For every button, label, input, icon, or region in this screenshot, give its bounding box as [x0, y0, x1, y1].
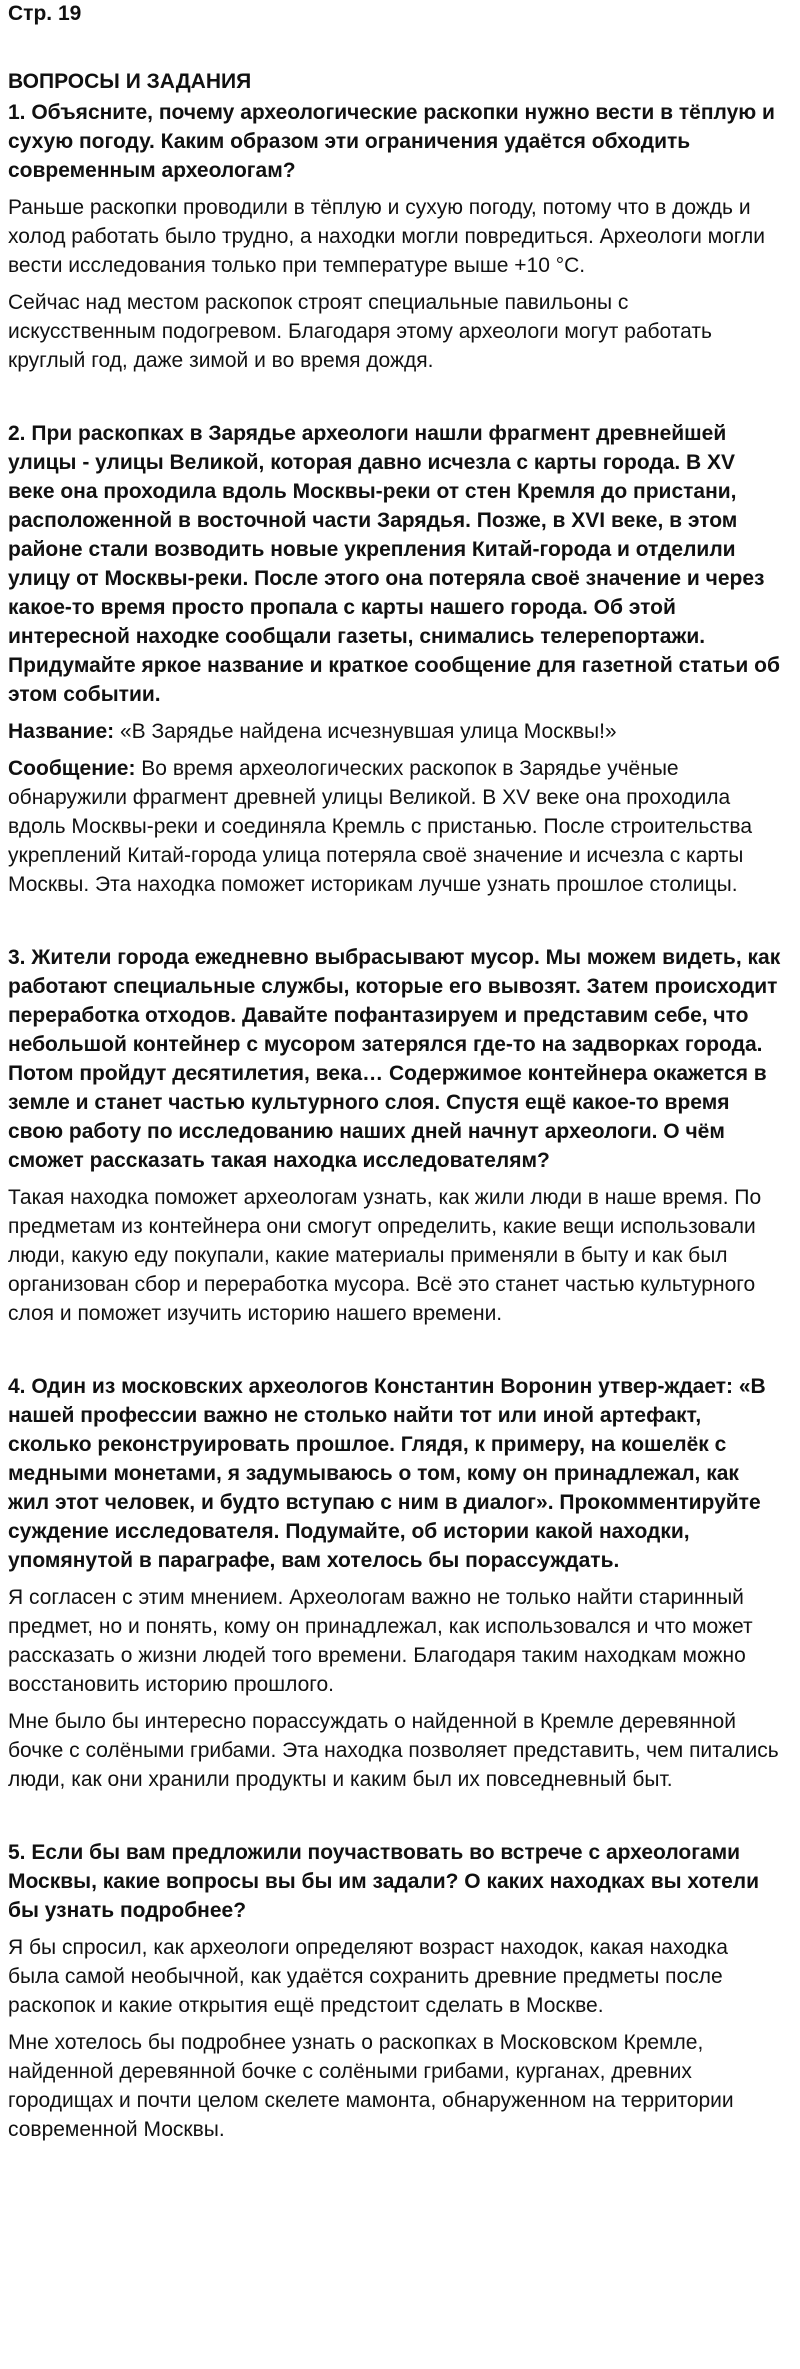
answer-paragraph: Сейчас над местом раскопок строят специальные павильоны с искусственным подогревом. Благодаря этому археологи могут работать круглый год, даже зимой и во время дождя. [8, 291, 712, 372]
answer-paragraph: Я согласен с этим мнением. Археологам важно не только найти старинный предмет, но и понять, кому он принадлежал, как использовался и что может рассказать о жизни людей того времени. Благодаря таким находкам можно восстановить историю прошлого. [8, 1586, 753, 1696]
task-3 [8, 943, 782, 1328]
answer-paragraph: Мне было бы интересно порассуждать о найденной в Кремле деревянной бочке с солёными грибами. Эта находка позволяет представить, чем питались люди, как они хранили продукты и каким был их повседневный быт. [8, 1710, 779, 1791]
section-title: ВОПРОСЫ И ЗАДАНИЯ [8, 70, 252, 93]
answer-paragraph: Я бы спросил, как археологи определяют возраст находок, какая находка была самой необычной, как удаётся сохранить древние предметы после раскопок и какие открытия ещё предстоит сделать в Москве. [8, 1936, 728, 2017]
answer-paragraph: Раньше раскопки проводили в тёплую и сухую погоду, потому что в дождь и холод работать было трудно, а находки могли повредиться. Археологи могли вести исследования только при температуре выше +10 °С. [8, 196, 765, 277]
page-number: Стр. 19 [8, 2, 82, 25]
question-4: 4. Один из московских археологов Константин Воронин утвер-ждает: «В нашей профессии важно не столько найти тот или иной артефакт, сколько реконструировать прошлое. Глядя, к примеру, на кошелёк с медными монетами, я задумываюсь о том, кому он принадлежал, как жил этот человек, и будто вступаю с ним в диалог». Прокомментируйте суждение исследователя. Подумайте, об истории какой находки, упомянутой в параграфе, вам хотелось бы порассуждать. [8, 1375, 766, 1572]
answer-message-paragraph [8, 754, 782, 899]
answer-label: Название: [8, 720, 115, 743]
task-5 [8, 1838, 782, 2144]
question-5: 5. Если бы вам предложили поучаствовать во встрече с археологами Москвы, какие вопросы вы бы им задали? О каких находках вы хотели бы узнать подробнее? [8, 1841, 760, 1922]
answer-label: Сообщение: [8, 757, 136, 780]
answer-text: Во время археологических раскопок в Зарядье учёные обнаружили фрагмент древней улицы Великой. В XV веке она проходила вдоль Москвы-реки и соединяла Кремль с пристанью. После строительства укреплений Китай-города улица потеряла своё значение и исчезла с карты Москвы. Эта находка поможет историкам лучше узнать прошлое столицы. [8, 757, 753, 896]
task-1 [8, 98, 782, 375]
answer-title-paragraph [8, 717, 782, 746]
task-4 [8, 1372, 782, 1794]
answer-paragraph: Мне хотелось бы подробнее узнать о раскопках в Московском Кремле, найденной деревянной бочке с солёными грибами, курганах, древних городищах и почти целом скелете мамонта, обнаруженном на территории современной Москвы. [8, 2031, 734, 2141]
question-3: 3. Жители города ежедневно выбрасывают мусор. Мы можем видеть, как работают специальные службы, которые его вывозят. Затем происходит переработка отходов. Давайте пофантазируем и представим себе, что небольшой контейнер с мусором затерялся где-то на задворках города. Потом пройдут десятилетия, века… Содержимое контейнера окажется в земле и станет частью культурного слоя. Спустя ещё какое-то время свою работу по исследованию наших дней начнут археологи. О чём сможет рассказать такая находка исследователям? [8, 946, 781, 1172]
answer-text: «В Зарядье найдена исчезнувшая улица Москвы!» [114, 720, 617, 743]
task-2 [8, 419, 782, 899]
answer-paragraph: Такая находка поможет археологам узнать, как жили люди в наше время. По предметам из контейнера они смогут определить, какие вещи использовали люди, какую еду покупали, какие материалы применяли в быту и как был организован сбор и переработка мусора. Всё это станет частью культурного слоя и поможет изучить историю нашего времени. [8, 1186, 762, 1325]
question-2: 2. При раскопках в Зарядье археологи нашли фрагмент древнейшей улицы - улицы Великой, которая давно исчезла с карты города. В XV веке она проходила вдоль Москвы-реки от стен Кремля до пристани, расположенной в восточной части Зарядья. Позже, в XVI веке, в этом районе стали возводить новые укрепления Китай-города и отделили улицу от Москвы-реки. После этого она потеряла своё значение и через какое-то время просто пропала с карты нашего города. Об этой интересной находке сообщали газеты, снимались телерепортажи. Придумайте яркое название и краткое сообщение для газетной статьи об этом событии. [8, 422, 780, 706]
question-1: 1. Объясните, почему археологические раскопки нужно вести в тёплую и сухую погоду. Каким образом эти ограничения удаётся обходить современным археологам? [8, 101, 775, 182]
